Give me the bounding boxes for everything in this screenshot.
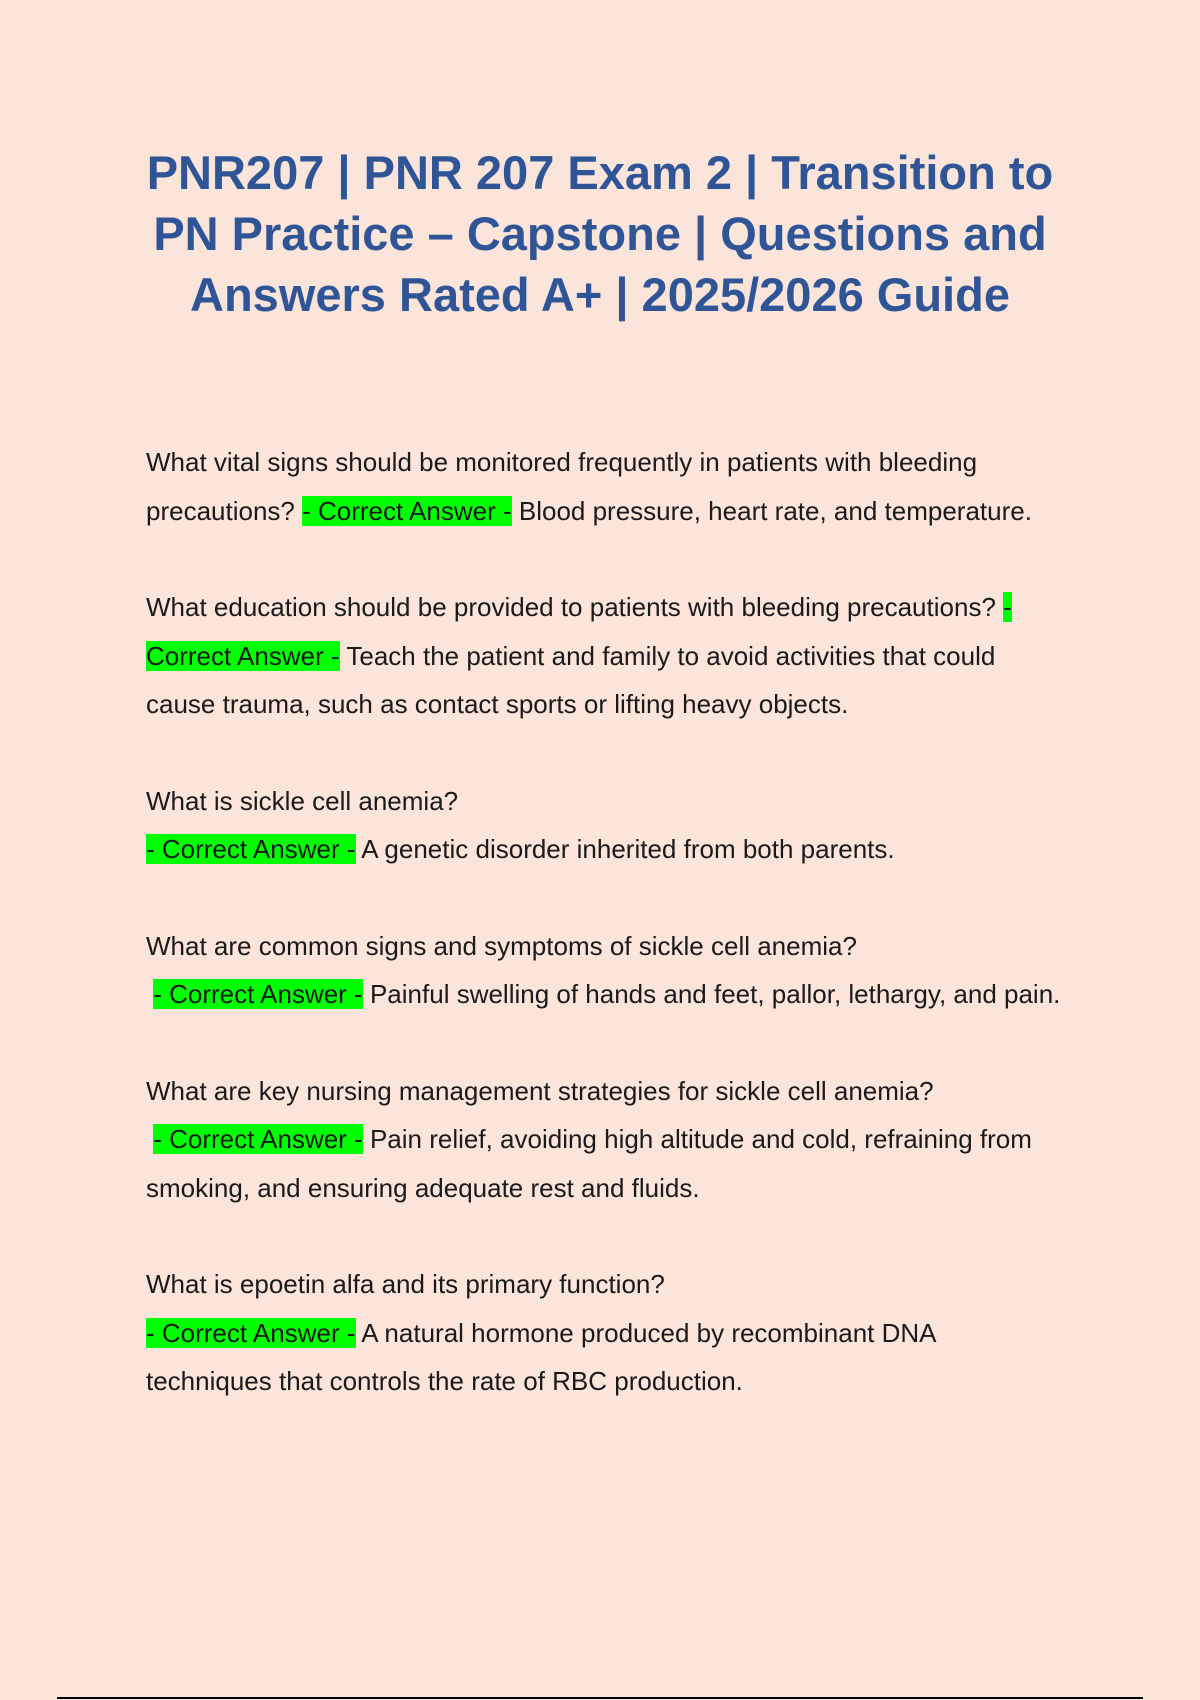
question-text: What education should be provided to patients with bleeding precautions? bbox=[146, 592, 996, 622]
correct-answer-label: - Correct Answer - bbox=[146, 1317, 356, 1348]
answer-text: Painful swelling of hands and feet, pallor, lethargy, and pain. bbox=[369, 979, 1061, 1009]
qa-item bbox=[146, 1067, 1066, 1213]
correct-answer-label: - Correct Answer - bbox=[153, 1124, 363, 1154]
qa-item bbox=[146, 438, 1066, 535]
correct-answer-label: - Correct Answer - bbox=[146, 592, 1012, 671]
correct-answer-label: - Correct Answer - bbox=[153, 979, 363, 1009]
qa-item bbox=[146, 1260, 1066, 1406]
answer-text: Teach the patient and family to avoid activities that could cause trauma, such as contact sports or lifting heavy objects. bbox=[146, 640, 996, 719]
qa-item bbox=[146, 922, 1066, 1019]
answer-text: Blood pressure, heart rate, and temperature. bbox=[518, 495, 1032, 526]
qa-item bbox=[146, 583, 1066, 729]
correct-answer-label: - Correct Answer - bbox=[146, 834, 356, 864]
question-text: What are key nursing management strategies for sickle cell anemia? bbox=[146, 1075, 934, 1106]
qa-list bbox=[146, 438, 1066, 1406]
qa-item bbox=[146, 777, 1066, 874]
answer-text: A genetic disorder inherited from both parents. bbox=[361, 834, 895, 864]
footer-divider bbox=[57, 1697, 1143, 1699]
question-text: What vital signs should be monitored frequently in patients with bleeding precautions? bbox=[146, 447, 978, 526]
question-text: What is epoetin alfa and its primary function? bbox=[146, 1269, 665, 1299]
question-text: What is sickle cell anemia? bbox=[146, 785, 459, 816]
document-title: PNR207 | PNR 207 Exam 2 | Transition to PN Practice – Capstone | Questions and Answers Rated A+ | 2025/2026 Guide bbox=[146, 146, 1054, 321]
correct-answer-label: - Correct Answer - bbox=[302, 495, 512, 526]
answer-text: Pain relief, avoiding high altitude and cold, refraining from smoking, and ensuring adequate rest and fluids. bbox=[146, 1124, 1032, 1203]
answer-text: A natural hormone produced by recombinant DNA techniques that controls the rate of RBC production. bbox=[146, 1317, 936, 1396]
question-text: What are common signs and symptoms of sickle cell anemia? bbox=[146, 930, 857, 961]
